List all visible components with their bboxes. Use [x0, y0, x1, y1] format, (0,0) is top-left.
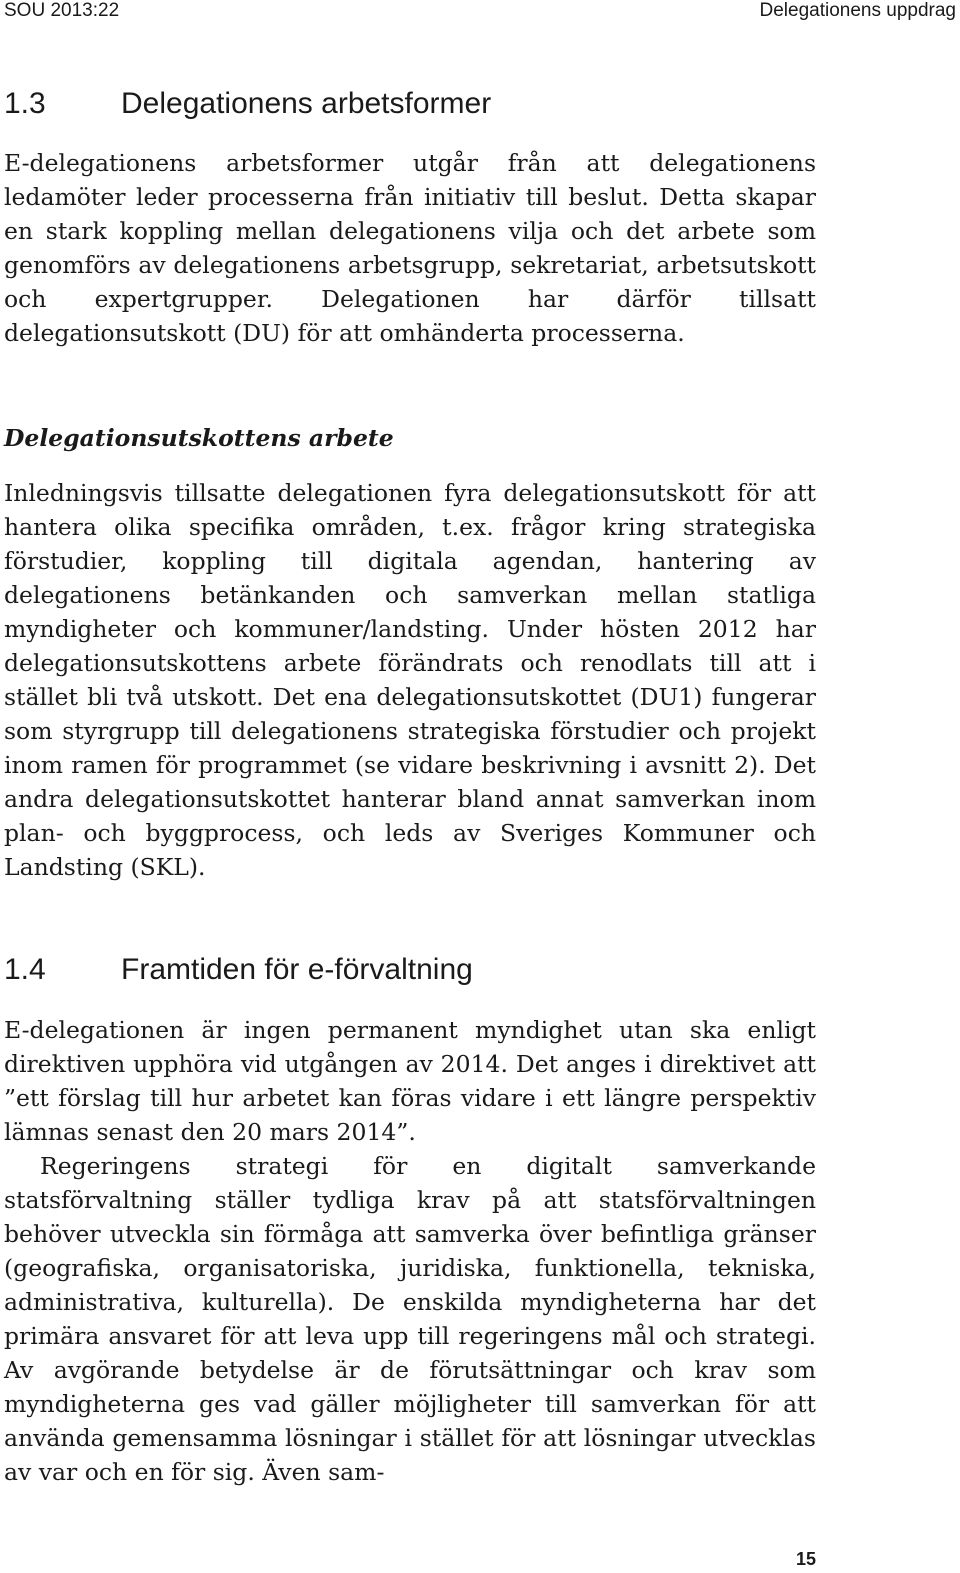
chapter-title: Delegationens uppdrag: [759, 0, 956, 21]
report-id: SOU 2013:22: [4, 0, 120, 21]
body-paragraph: E-delegationens arbetsformer utgår från att delegationens ledamöter leder processerna från initiativ till beslut. Detta skapar en stark koppling mellan delegationens vilja och det arbete som genomförs av delegationens arbetsgrupp, sekretariat, arbetsutskott och expertgrupper. Delegationen har därför tillsatt delegationsutskott (DU) för att omhänderta processerna.: [4, 149, 816, 347]
page-number: 15: [795, 1549, 816, 1569]
section-heading-1-4: [4, 952, 473, 988]
running-header: [0, 0, 960, 24]
section-heading-1-3: [4, 86, 491, 122]
body-paragraph: Regeringens strategi för en digitalt samverkande statsförvaltning ställer tydliga krav på att statsförvaltningen behöver utveckla sin förmåga att samverka över befintliga gränser (geografiska, organisatoriska, juridiska, funktionella, tekniska, administrativa, kulturella). De enskilda myndigheterna har det primära ansvaret för att leva upp till regeringens mål och strategi. Av avgörande betydelse är de förutsättningar och krav som myndigheterna ges vad gäller möjligheter till samverkan för att använda gemensamma lösningar i stället för att lösningar utvecklas av var och en för sig. Även sam-: [4, 1152, 816, 1486]
body-paragraph: E-delegationen är ingen permanent myndighet utan ska enligt direktiven upphöra vid utgången av 2014. Det anges i direktivet att ”ett förslag till hur arbetet kan föras vidare i ett längre perspektiv lämnas senast den 20 mars 2014”.: [4, 1016, 816, 1146]
subsection-heading: Delegationsutskottens arbete: [4, 424, 394, 452]
section-number: 1.3: [4, 87, 46, 120]
section-title: Delegationens arbetsformer: [121, 87, 492, 120]
body-paragraph: Inledningsvis tillsatte delegationen fyra delegationsutskott för att hantera olika specifika områden, t.ex. frågor kring strategiska förstudier, koppling till digitala agendan, hantering av delegationens betänkanden och samverkan mellan statliga myndigheter och kommuner/landsting. Under hösten 2012 har delegationsutskottens arbete förändrats och renodlats till att i stället bli två utskott. Det ena delegationsutskottet (DU1) fungerar som styrgrupp till delegationens strategiska förstudier och projekt inom ramen för programmet (se vidare beskrivning i avsnitt 2). Det andra delegationsutskottet hanterar bland annat samverkan inom plan- och byggprocess, och leds av Sveriges Kommuner och Landsting (SKL).: [4, 479, 816, 881]
section-title: Framtiden för e-förvaltning: [121, 953, 473, 986]
section-number: 1.4: [4, 953, 46, 986]
